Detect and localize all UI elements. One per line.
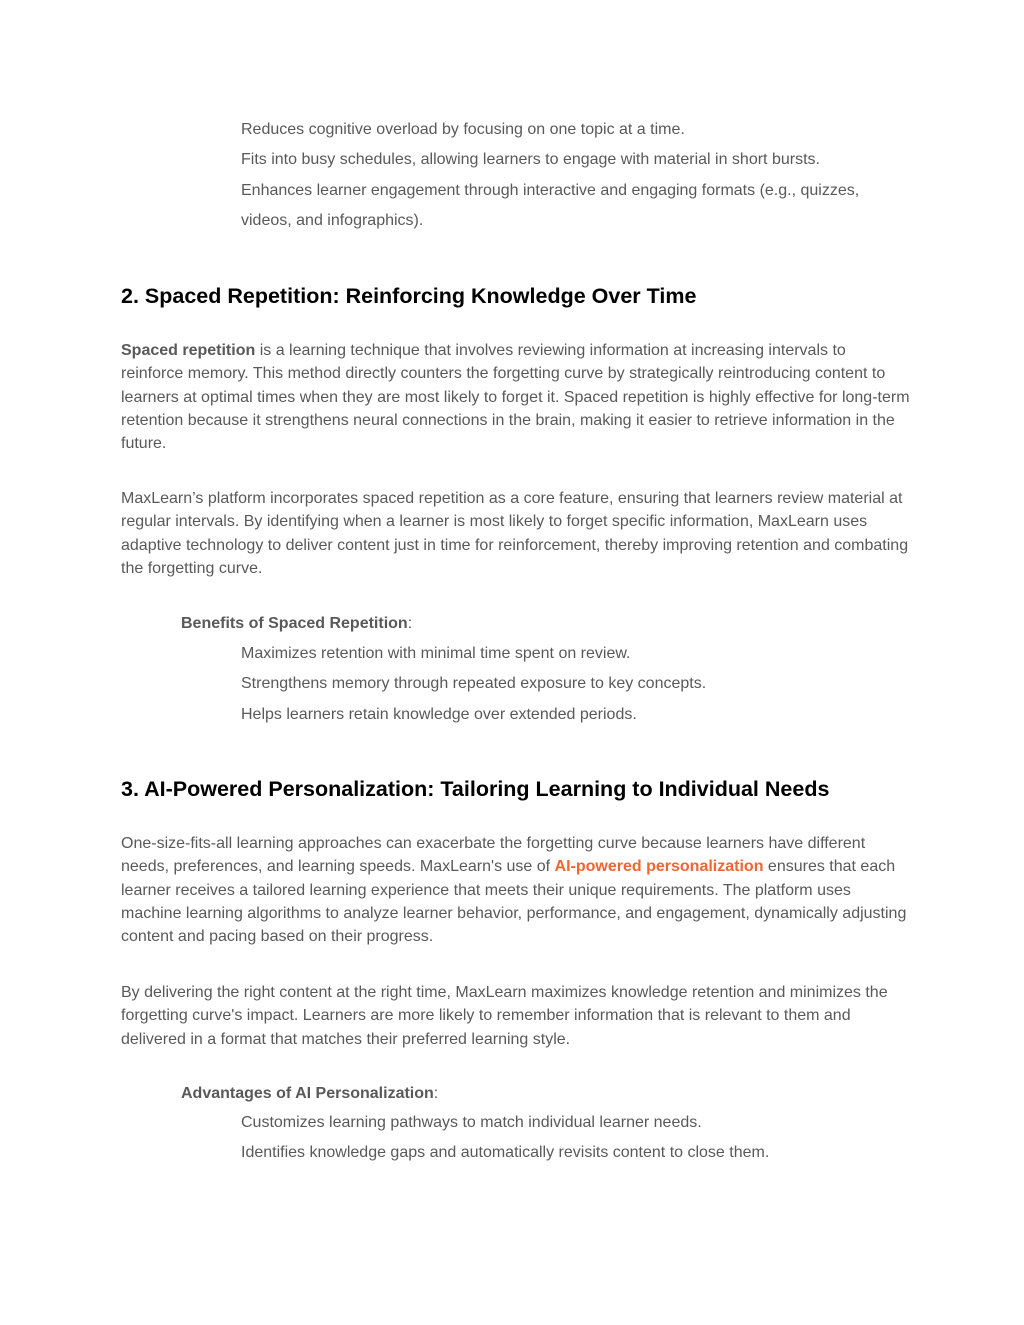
section-2-paragraph-1 — [121, 339, 911, 455]
list-item: Fits into busy schedules, allowing learners to engage with material in short bursts. — [241, 151, 820, 169]
list-item: Customizes learning pathways to match individual learner needs. — [241, 1114, 702, 1131]
paragraph-text: is a learning technique that involves reviewing information at increasing intervals to reinforce memory. This method directly counters the forgetting curve by strategically reintroducing content to learners at optimal times when they are most likely to forget it. Spaced repetition is highly effective for long-term retention because it strengthens neural connections in the brain, making it easier to retrieve information in the future. — [121, 342, 910, 453]
spaced-repetition-benefits-list — [241, 639, 921, 730]
list-item: Strengthens memory through repeated exposure to key concepts. — [241, 675, 707, 693]
list-item: Enhances learner engagement through interactive and engaging formats (e.g., quizzes, videos, and infographics). — [241, 181, 860, 229]
benefits-subheading — [181, 612, 412, 635]
list-item: Identifies knowledge gaps and automatically revisits content to close them. — [241, 1144, 770, 1162]
section-2-heading: 2. Spaced Repetition: Reinforcing Knowledge Over Time — [121, 284, 697, 308]
section-3-paragraph-1 — [121, 832, 911, 948]
colon: : — [433, 1085, 439, 1102]
advantages-subheading — [181, 1082, 438, 1105]
spaced-repetition-term: Spaced repetition — [121, 342, 256, 359]
section-3-paragraph-2: By delivering the right content at the right time, MaxLearn maximizes knowledge retention and minimizes the forgetting curve's impact. Learners are more likely to remember information that is relevant to them and delivered in a format that matches their preferred learning style. — [121, 984, 888, 1048]
list-item: Reduces cognitive overload by focusing on one topic at a time. — [241, 121, 685, 138]
advantages-label: Advantages of AI Personalization — [181, 1085, 434, 1102]
ai-personalization-link[interactable]: AI-powered personalization — [554, 858, 764, 876]
paragraph-text: One-size-fits-all learning approaches can exacerbate the forgetting curve because learners have different needs, preferences, and learning speeds. MaxLearn's use of — [121, 835, 866, 876]
colon: : — [407, 615, 413, 632]
section-2-paragraph-2: MaxLearn’s platform incorporates spaced repetition as a core feature, ensuring that learners review material at regular intervals. By identifying when a learner is most likely to forget specific information, MaxLearn uses adaptive technology to deliver content just in time for reinforcement, thereby improving retention and combating the forgetting curve. — [121, 490, 909, 577]
list-item: Maximizes retention with minimal time spent on review. — [241, 645, 631, 662]
section-3-heading: 3. AI-Powered Personalization: Tailoring Learning to Individual Needs — [121, 777, 830, 801]
benefits-label: Benefits of Spaced Repetition — [181, 615, 408, 632]
intro-benefits-list — [241, 115, 921, 236]
ai-personalization-advantages-list — [241, 1108, 921, 1169]
list-item: Helps learners retain knowledge over extended periods. — [241, 705, 637, 723]
paragraph-text: ensures that each learner receives a tailored learning experience that meets their unique requirements. The platform uses machine learning algorithms to analyze learner behavior, performance, and engagement, dynamically adjusting content and pacing based on their progress. — [121, 858, 907, 946]
